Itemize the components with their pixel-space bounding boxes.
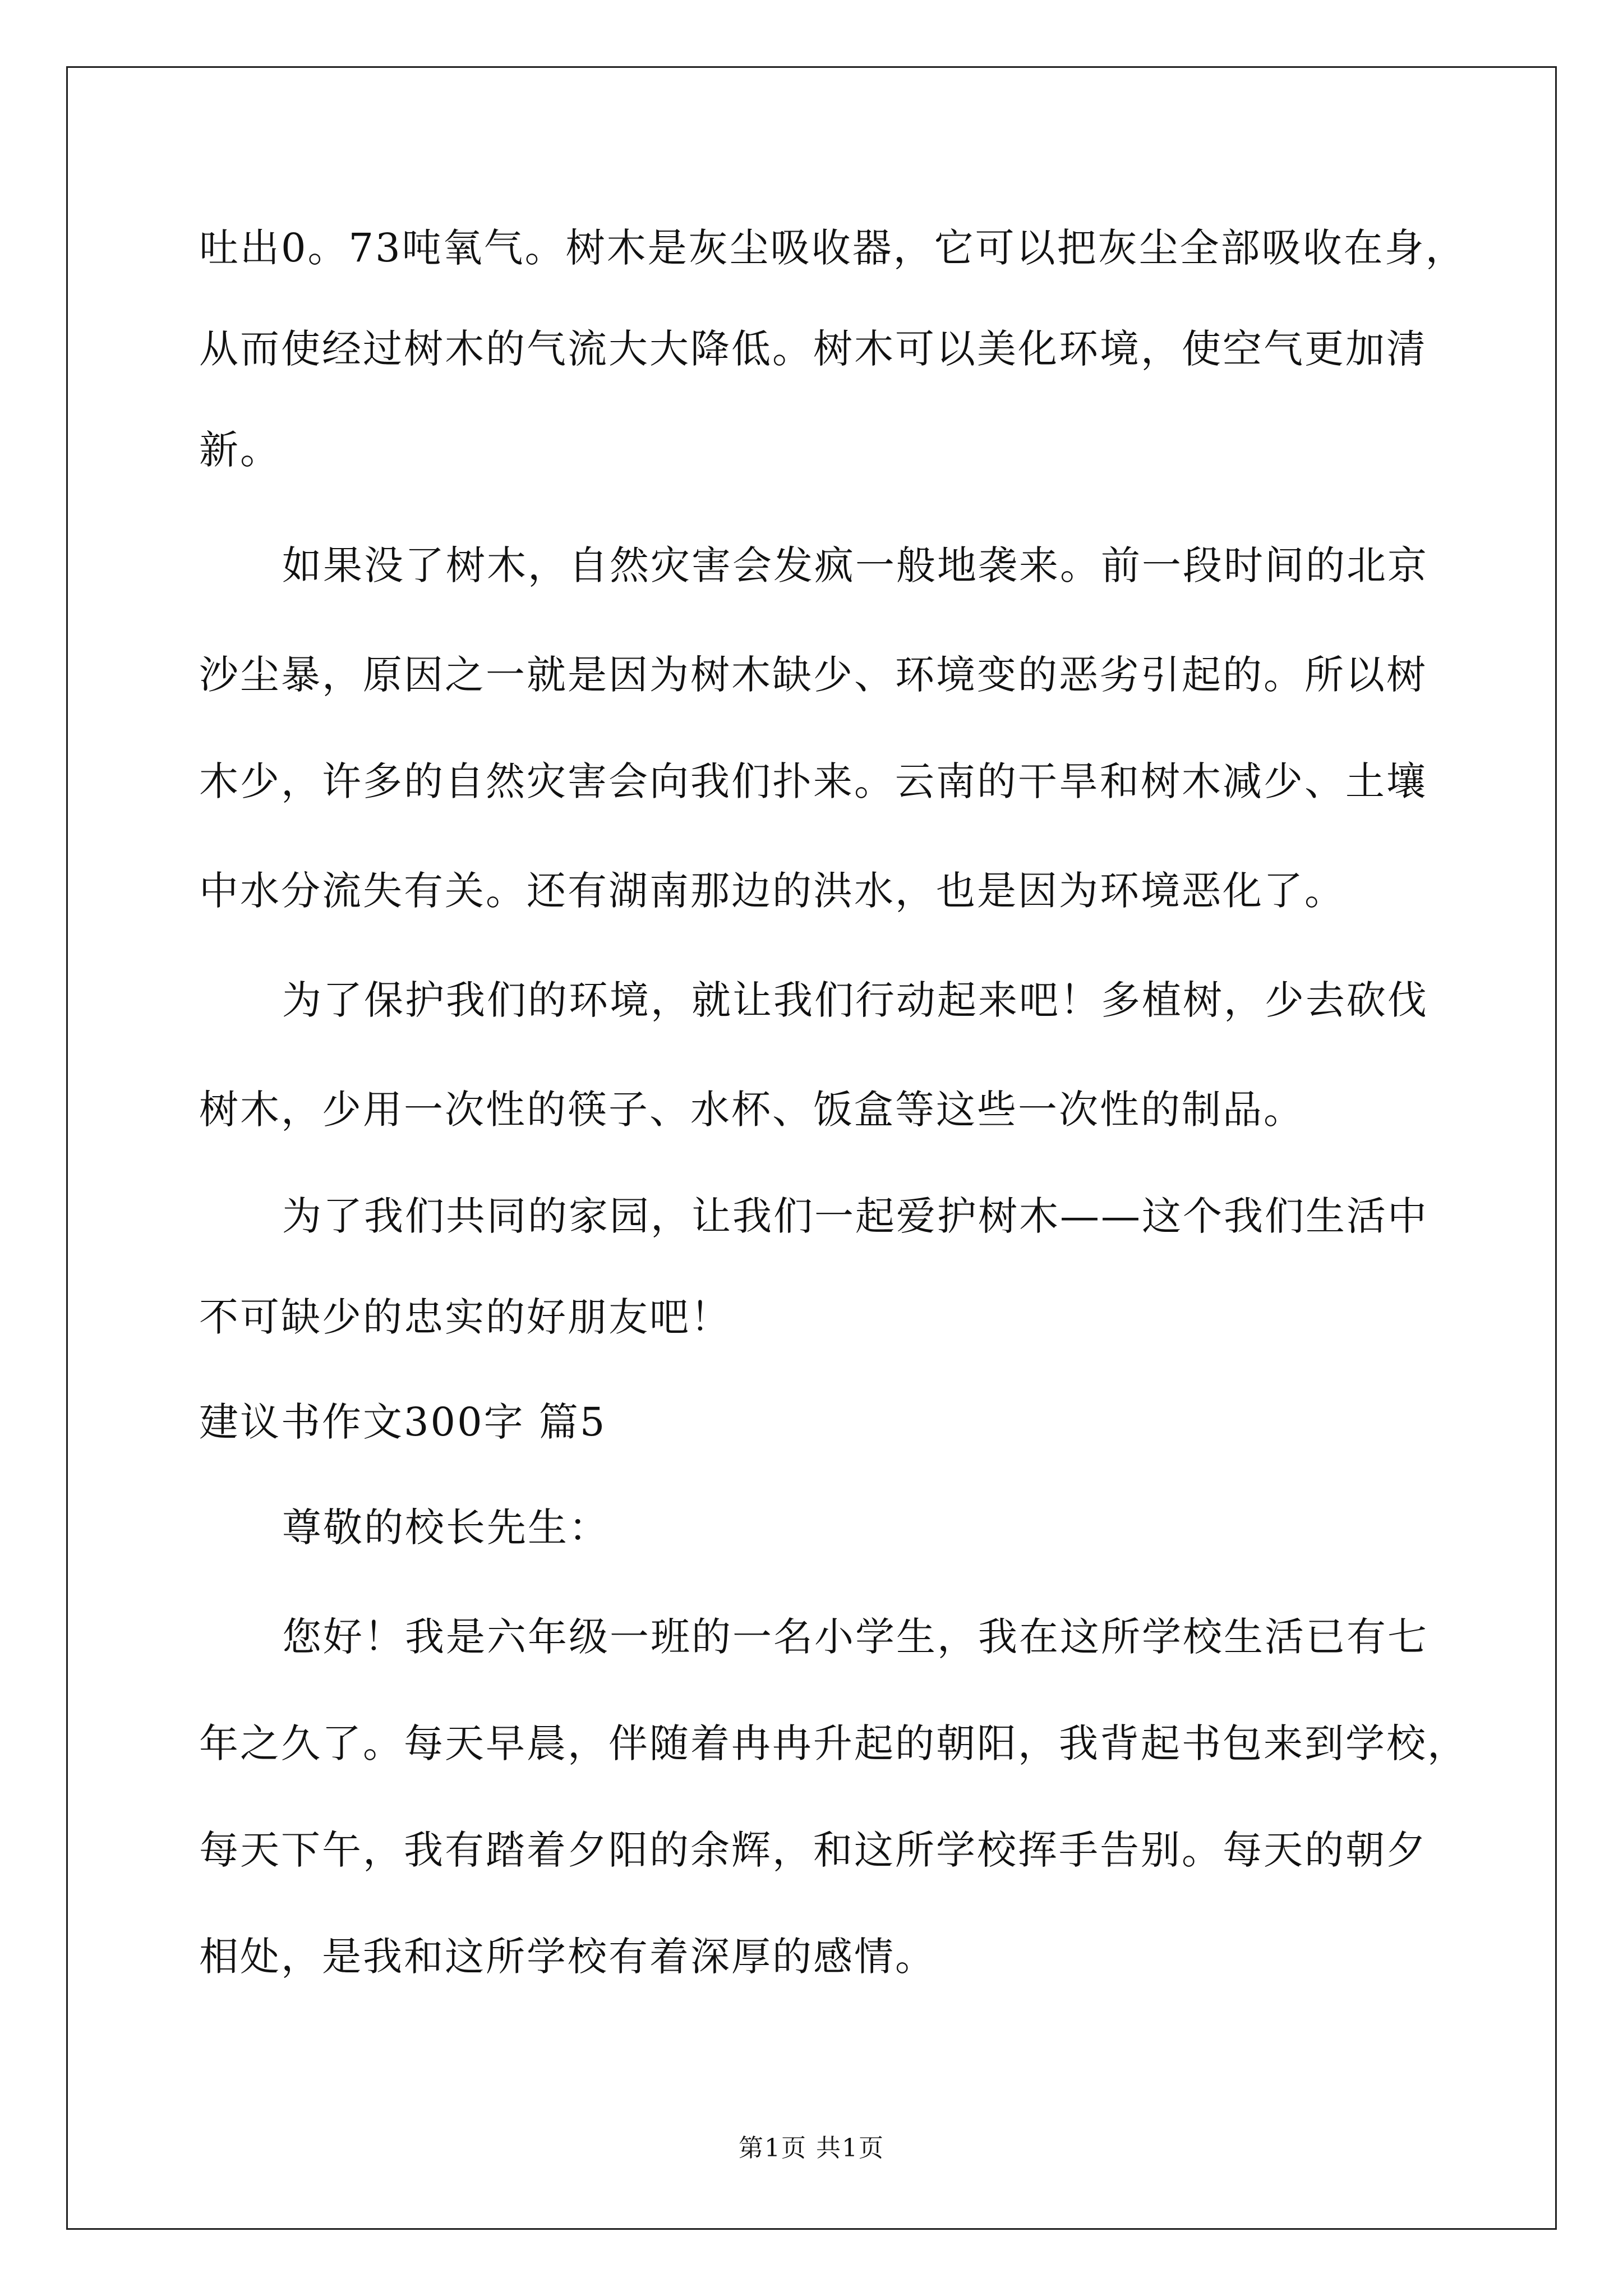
paragraph-line: 树木，少用一次性的筷子、水杯、饭盒等这些一次性的制品。 bbox=[199, 1087, 1304, 1133]
section-heading: 建议书作文300字 篇5 bbox=[199, 1399, 607, 1445]
paragraph-line: 您好！我是六年级一班的一名小学生，我在这所学校生活已有七 bbox=[282, 1614, 1428, 1660]
paragraph-line: 每天下午，我有踏着夕阳的余辉，和这所学校挥手告别。每天的朝夕 bbox=[199, 1827, 1427, 1873]
paragraph-line: 为了我们共同的家园，让我们一起爱护树木——这个我们生活中 bbox=[282, 1193, 1428, 1239]
paragraph-line: 吐出0。73吨氧气。树木是灰尘吸收器，它可以把灰尘全部吸收在身， bbox=[199, 225, 1467, 271]
page-border bbox=[66, 66, 1557, 2230]
page-number-footer: 第1页 共1页 bbox=[739, 2134, 884, 2162]
paragraph-line: 新。 bbox=[199, 427, 281, 473]
paragraph-line: 从而使经过树木的气流大大降低。树木可以美化环境，使空气更加清 bbox=[199, 326, 1427, 372]
salutation: 尊敬的校长先生： bbox=[282, 1504, 610, 1550]
paragraph-line: 不可缺少的忠实的好朋友吧！ bbox=[199, 1294, 731, 1340]
paragraph-line: 为了保护我们的环境，就让我们行动起来吧！多植树，少去砍伐 bbox=[282, 977, 1428, 1023]
paragraph-line: 木少，许多的自然灾害会向我们扑来。云南的干旱和树木减少、土壤 bbox=[199, 758, 1427, 804]
paragraph-line: 沙尘暴，原因之一就是因为树木缺少、环境变的恶劣引起的。所以树 bbox=[199, 652, 1427, 698]
paragraph-line: 相处，是我和这所学校有着深厚的感情。 bbox=[199, 1934, 936, 1980]
paragraph-line: 中水分流失有关。还有湖南那边的洪水，也是因为环境恶化了。 bbox=[199, 868, 1345, 914]
paragraph-line: 年之久了。每天早晨，伴随着冉冉升起的朝阳，我背起书包来到学校， bbox=[199, 1720, 1468, 1766]
paragraph-line: 如果没了树木，自然灾害会发疯一般地袭来。前一段时间的北京 bbox=[282, 542, 1428, 588]
